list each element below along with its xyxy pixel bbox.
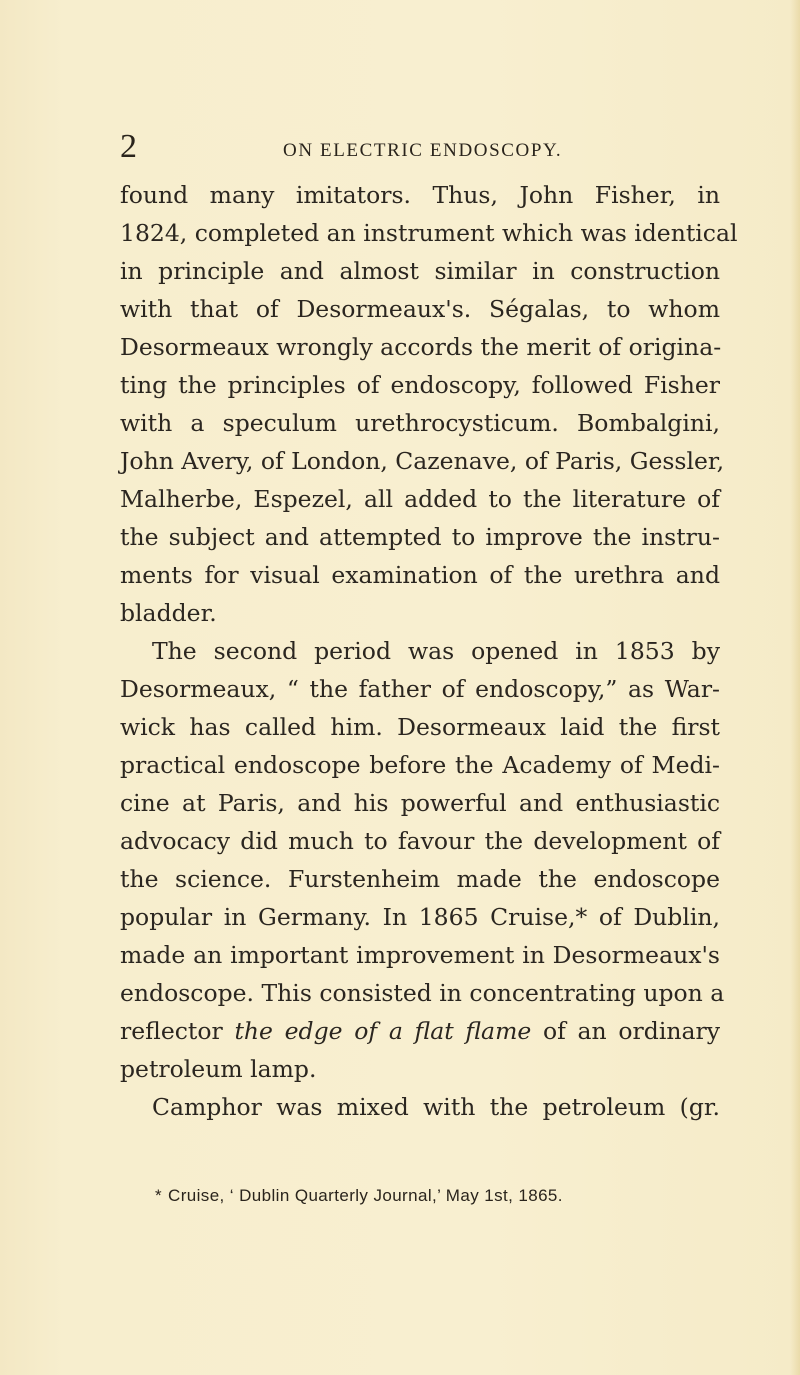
text-line: the subject and attempted to improve the instru- <box>120 523 720 551</box>
text-line: found many imitators. Thus, John Fisher, in <box>120 181 720 209</box>
text-line: with that of Desormeaux's. Ségalas, to whom <box>120 295 720 323</box>
text-line: practical endoscope before the Academy of Medi- <box>120 751 720 779</box>
text-line: with a speculum urethrocysticum. Bombalgini, <box>120 409 720 437</box>
text-line-with-italic <box>120 1012 720 1050</box>
page-header <box>120 128 720 169</box>
text-line: advocacy did much to favour the development of <box>120 827 720 855</box>
text-line: John Avery, of London, Cazenave, of Paris, Gessler, <box>120 447 725 475</box>
text-line: The second period was opened in 1853 by <box>152 637 720 665</box>
text-fragment: of an ordinary <box>531 1017 720 1045</box>
text-line: the science. Furstenheim made the endoscope <box>120 865 720 893</box>
body-text <box>120 176 738 1126</box>
text-line: Camphor was mixed with the petroleum (gr. <box>152 1093 720 1121</box>
running-head: ON ELECTRIC ENDOSCOPY. <box>283 140 563 161</box>
text-line: bladder. <box>120 599 217 627</box>
footnote-marker: * <box>155 1186 163 1205</box>
text-fragment: reflector <box>120 1017 235 1045</box>
footnote-text: Cruise, ‘ Dublin Quarterly Journal,’ May 1st, 1865. <box>168 1186 563 1205</box>
text-line: petroleum lamp. <box>120 1055 317 1083</box>
italic-phrase: the edge of a flat flame <box>234 1017 532 1045</box>
text-line: 1824, completed an instrument which was identical <box>120 219 738 247</box>
page-edge-shadow <box>790 0 800 1375</box>
page-number: 2 <box>120 128 137 165</box>
text-line: popular in Germany. In 1865 Cruise,* of Dublin, <box>120 903 720 931</box>
text-line: endoscope. This consisted in concentrating upon a <box>120 979 725 1007</box>
text-line: ting the principles of endoscopy, followed Fisher <box>120 371 720 399</box>
text-line: ments for visual examination of the urethra and <box>120 561 720 589</box>
text-line: cine at Paris, and his powerful and enthusiastic <box>120 789 720 817</box>
text-line: made an important improvement in Desormeaux's <box>120 941 720 969</box>
text-line: Malherbe, Espezel, all added to the literature of <box>120 485 720 513</box>
text-line: wick has called him. Desormeaux laid the first <box>120 713 720 741</box>
text-line: in principle and almost similar in construction <box>120 257 720 285</box>
footnote <box>155 1185 563 1207</box>
text-line: Desormeaux, “ the father of endoscopy,” as War- <box>120 675 720 703</box>
text-line: Desormeaux wrongly accords the merit of origina- <box>120 333 722 361</box>
